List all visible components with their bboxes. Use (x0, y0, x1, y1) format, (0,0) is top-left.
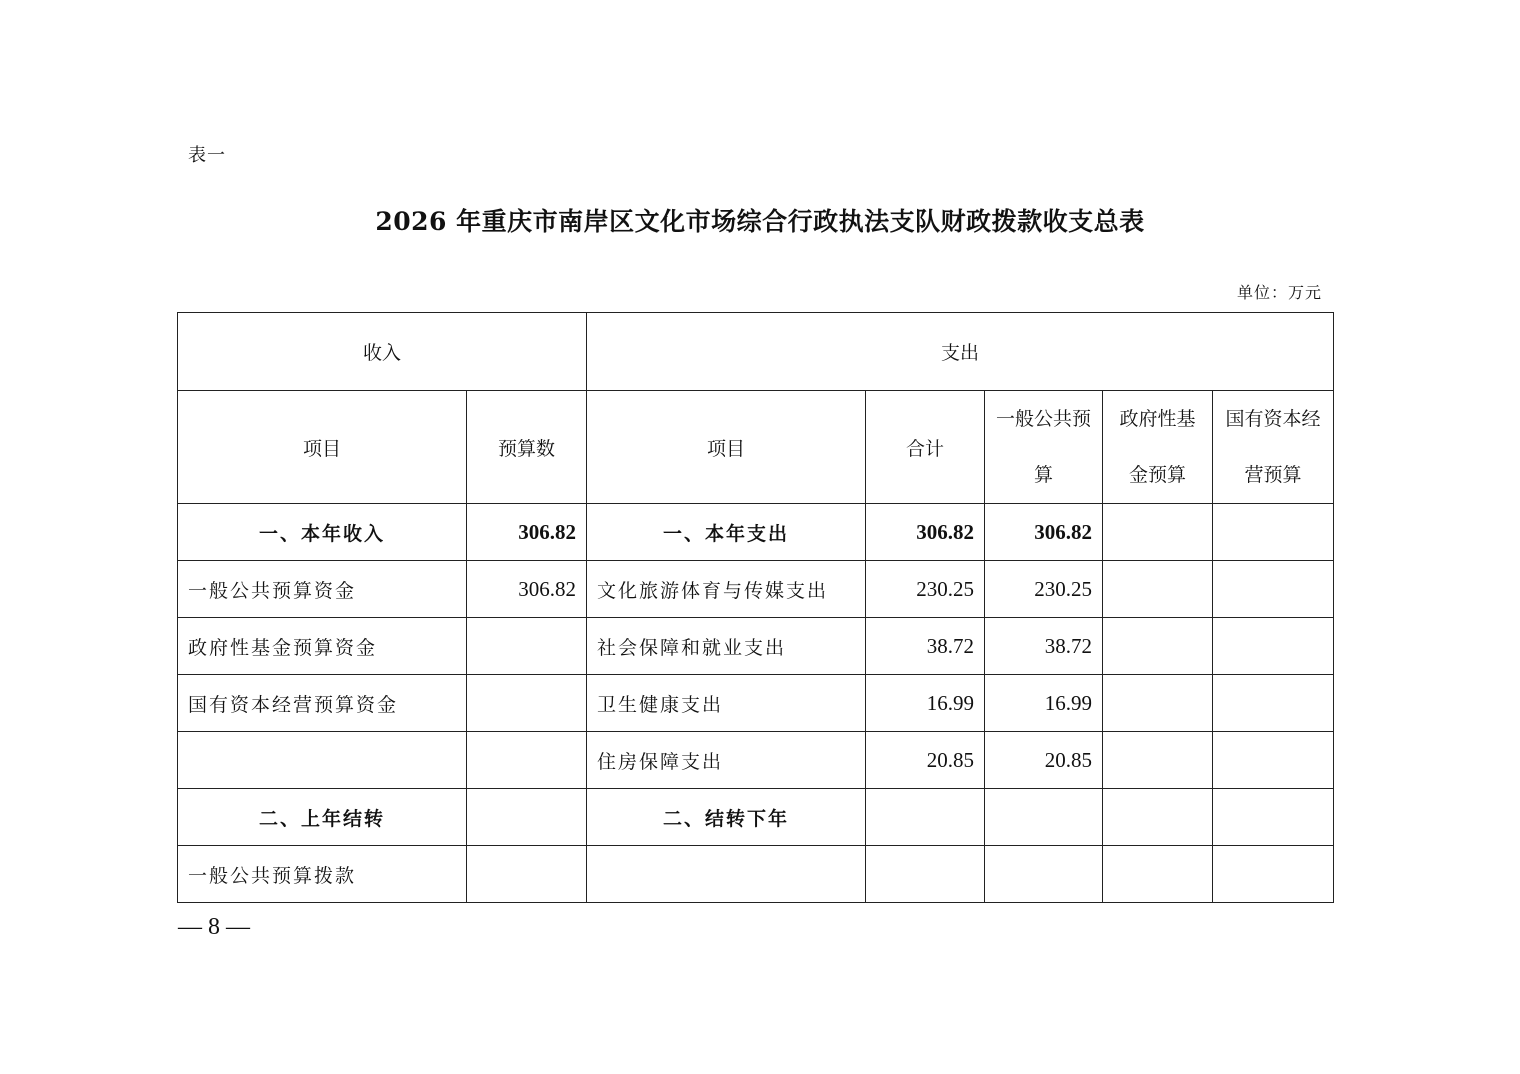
table-group-header-row (178, 313, 1334, 391)
income-budget-cell (467, 789, 587, 846)
income-item-cell: 二、上年结转 (178, 789, 467, 846)
general-budget-cell: 38.72 (985, 618, 1103, 675)
expense-item-cell: 二、结转下年 (587, 789, 866, 846)
general-budget-cell: 306.82 (985, 504, 1103, 561)
table-label: 表一 (188, 145, 226, 166)
expense-item-cell: 住房保障支出 (587, 732, 866, 789)
expense-item-cell (587, 846, 866, 903)
income-item-cell: 政府性基金预算资金 (178, 618, 467, 675)
budget-table (177, 312, 1334, 903)
income-item-cell (178, 732, 467, 789)
table-row (178, 732, 1334, 789)
general-budget-cell: 230.25 (985, 561, 1103, 618)
table-row (178, 675, 1334, 732)
table-column-header-row (178, 391, 1334, 504)
state-capital-cell (1213, 561, 1334, 618)
table-row (178, 846, 1334, 903)
general-budget-cell: 20.85 (985, 732, 1103, 789)
state-capital-cell (1213, 504, 1334, 561)
income-item-cell: 一般公共预算拨款 (178, 846, 467, 903)
income-budget-cell (467, 846, 587, 903)
expense-item-cell: 社会保障和就业支出 (587, 618, 866, 675)
column-header-gov-fund-budget: 政府性基金预算 (1103, 391, 1213, 504)
total-cell (866, 846, 985, 903)
page-title: 2026 年重庆市南岸区文化市场综合行政执法支队财政拨款收支总表 (375, 207, 1145, 236)
income-budget-cell (467, 618, 587, 675)
total-cell: 20.85 (866, 732, 985, 789)
column-header-expense-item: 项目 (587, 391, 866, 504)
gov-fund-cell (1103, 618, 1213, 675)
income-budget-cell: 306.82 (467, 561, 587, 618)
income-item-cell: 国有资本经营预算资金 (178, 675, 467, 732)
column-header-state-capital-budget: 国有资本经营预算 (1213, 391, 1334, 504)
column-header-general-public-budget: 一般公共预算 (985, 391, 1103, 504)
table-row (178, 789, 1334, 846)
expense-item-cell: 文化旅游体育与传媒支出 (587, 561, 866, 618)
income-budget-cell: 306.82 (467, 504, 587, 561)
gov-fund-cell (1103, 789, 1213, 846)
general-budget-cell (985, 789, 1103, 846)
table-row (178, 504, 1334, 561)
total-cell (866, 789, 985, 846)
column-header-total: 合计 (866, 391, 985, 504)
state-capital-cell (1213, 846, 1334, 903)
table-row (178, 618, 1334, 675)
column-header-income-item: 项目 (178, 391, 467, 504)
income-header: 收入 (178, 313, 587, 391)
income-item-cell: 一般公共预算资金 (178, 561, 467, 618)
page-number: — 8 — (178, 914, 250, 940)
general-budget-cell (985, 846, 1103, 903)
total-cell: 16.99 (866, 675, 985, 732)
income-budget-cell (467, 675, 587, 732)
table-row (178, 561, 1334, 618)
total-cell: 306.82 (866, 504, 985, 561)
column-header-income-budget: 预算数 (467, 391, 587, 504)
state-capital-cell (1213, 618, 1334, 675)
gov-fund-cell (1103, 846, 1213, 903)
income-budget-cell (467, 732, 587, 789)
total-cell: 230.25 (866, 561, 985, 618)
state-capital-cell (1213, 675, 1334, 732)
state-capital-cell (1213, 732, 1334, 789)
expense-header: 支出 (587, 313, 1334, 391)
total-cell: 38.72 (866, 618, 985, 675)
expense-item-cell: 卫生健康支出 (587, 675, 866, 732)
gov-fund-cell (1103, 561, 1213, 618)
income-item-cell: 一、本年收入 (178, 504, 467, 561)
gov-fund-cell (1103, 504, 1213, 561)
expense-item-cell: 一、本年支出 (587, 504, 866, 561)
general-budget-cell: 16.99 (985, 675, 1103, 732)
state-capital-cell (1213, 789, 1334, 846)
gov-fund-cell (1103, 675, 1213, 732)
gov-fund-cell (1103, 732, 1213, 789)
unit-label: 单位：万元 (1236, 283, 1322, 302)
